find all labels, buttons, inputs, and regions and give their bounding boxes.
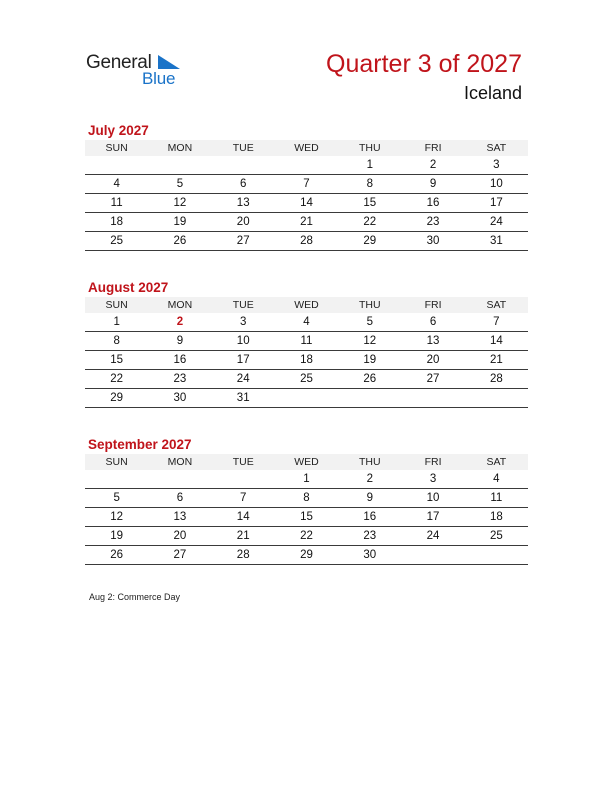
- weekday-header: SUN: [85, 297, 148, 313]
- day-cell: 18: [275, 351, 338, 370]
- day-cell: 3: [212, 313, 275, 332]
- day-cell: 6: [212, 175, 275, 194]
- day-cell: 13: [212, 194, 275, 213]
- week-row: [85, 527, 528, 546]
- week-row: [85, 156, 528, 175]
- day-cell: 5: [85, 489, 148, 508]
- day-cell: 28: [275, 232, 338, 251]
- week-row: [85, 194, 528, 213]
- week-row: [85, 313, 528, 332]
- empty-day-cell: [275, 389, 338, 408]
- week-row: [85, 351, 528, 370]
- empty-day-cell: [338, 389, 401, 408]
- weekday-header: WED: [275, 297, 338, 313]
- week-row: [85, 489, 528, 508]
- weekday-header-row: [85, 140, 528, 156]
- empty-day-cell: [148, 156, 211, 175]
- day-cell: 18: [85, 213, 148, 232]
- weekday-header: TUE: [212, 297, 275, 313]
- month-title: July 2027: [88, 123, 149, 138]
- day-cell: 12: [148, 194, 211, 213]
- day-cell: 31: [465, 232, 528, 251]
- empty-day-cell: [465, 389, 528, 408]
- weekday-header: MON: [148, 297, 211, 313]
- day-cell: 9: [148, 332, 211, 351]
- day-cell: 22: [85, 370, 148, 389]
- day-cell: 24: [212, 370, 275, 389]
- weekday-header: FRI: [401, 297, 464, 313]
- weekday-header-row: [85, 297, 528, 313]
- week-row: [85, 175, 528, 194]
- empty-day-cell: [212, 156, 275, 175]
- week-row: [85, 508, 528, 527]
- day-cell: 21: [212, 527, 275, 546]
- day-cell: 27: [148, 546, 211, 565]
- day-cell: 2: [401, 156, 464, 175]
- empty-day-cell: [401, 389, 464, 408]
- empty-day-cell: [85, 470, 148, 489]
- day-cell: 7: [465, 313, 528, 332]
- weekday-header: SAT: [465, 297, 528, 313]
- day-cell: 23: [148, 370, 211, 389]
- day-cell: 19: [148, 213, 211, 232]
- month-august: [85, 279, 528, 408]
- day-cell: 18: [465, 508, 528, 527]
- weekday-header: FRI: [401, 140, 464, 156]
- day-cell: 14: [275, 194, 338, 213]
- holiday-note: Aug 2: Commerce Day: [89, 592, 181, 602]
- calendar-table: [85, 454, 528, 565]
- day-cell: 13: [401, 332, 464, 351]
- day-cell: 16: [401, 194, 464, 213]
- weekday-header: SUN: [85, 140, 148, 156]
- generalblue-logo: [86, 52, 196, 92]
- day-cell: 17: [212, 351, 275, 370]
- day-cell: 19: [85, 527, 148, 546]
- day-cell: 13: [148, 508, 211, 527]
- weekday-header: FRI: [401, 454, 464, 470]
- day-cell: 20: [148, 527, 211, 546]
- weekday-header: MON: [148, 454, 211, 470]
- day-cell: 15: [275, 508, 338, 527]
- day-cell: 25: [465, 527, 528, 546]
- day-cell: 11: [275, 332, 338, 351]
- day-cell: 10: [465, 175, 528, 194]
- quarter-title: Quarter 3 of 2027: [326, 50, 522, 78]
- week-row: [85, 546, 528, 565]
- logo-text-blue: Blue: [142, 69, 176, 88]
- day-cell: 7: [275, 175, 338, 194]
- day-cell: 9: [338, 489, 401, 508]
- day-cell: 20: [212, 213, 275, 232]
- day-cell: 29: [275, 546, 338, 565]
- day-cell: 24: [465, 213, 528, 232]
- month-title: September 2027: [88, 437, 192, 452]
- weekday-header: MON: [148, 140, 211, 156]
- day-cell: 23: [401, 213, 464, 232]
- day-cell: 26: [338, 370, 401, 389]
- weekday-header: THU: [338, 454, 401, 470]
- day-cell: 8: [275, 489, 338, 508]
- empty-day-cell: [401, 546, 464, 565]
- day-cell: 25: [85, 232, 148, 251]
- empty-day-cell: [85, 156, 148, 175]
- day-cell: 1: [275, 470, 338, 489]
- day-cell: 5: [338, 313, 401, 332]
- week-row: [85, 213, 528, 232]
- weekday-header: SUN: [85, 454, 148, 470]
- empty-day-cell: [275, 156, 338, 175]
- week-row: [85, 470, 528, 489]
- day-cell: 28: [465, 370, 528, 389]
- day-cell: 23: [338, 527, 401, 546]
- day-cell: 19: [338, 351, 401, 370]
- week-row: [85, 332, 528, 351]
- day-cell: 17: [465, 194, 528, 213]
- day-cell: 4: [85, 175, 148, 194]
- week-row: [85, 232, 528, 251]
- day-cell: 1: [338, 156, 401, 175]
- day-cell: 8: [85, 332, 148, 351]
- day-cell: 3: [401, 470, 464, 489]
- calendar-table: [85, 140, 528, 251]
- day-cell: 30: [401, 232, 464, 251]
- weekday-header-row: [85, 454, 528, 470]
- logo-text-general: General: [86, 52, 152, 73]
- day-cell: 20: [401, 351, 464, 370]
- day-cell: 30: [148, 389, 211, 408]
- day-cell: 21: [275, 213, 338, 232]
- weekday-header: THU: [338, 140, 401, 156]
- weekday-header: TUE: [212, 140, 275, 156]
- country-name: Iceland: [463, 83, 522, 103]
- week-row: [85, 370, 528, 389]
- day-cell: 30: [338, 546, 401, 565]
- calendar-table: [85, 297, 528, 408]
- empty-day-cell: [465, 546, 528, 565]
- day-cell: 12: [85, 508, 148, 527]
- day-cell: 14: [212, 508, 275, 527]
- day-cell: 26: [148, 232, 211, 251]
- day-cell: 26: [85, 546, 148, 565]
- day-cell: 31: [212, 389, 275, 408]
- day-cell: 8: [338, 175, 401, 194]
- day-cell: 9: [401, 175, 464, 194]
- week-row: [85, 389, 528, 408]
- day-cell: 29: [338, 232, 401, 251]
- day-cell: 14: [465, 332, 528, 351]
- day-cell: 21: [465, 351, 528, 370]
- day-cell: 1: [85, 313, 148, 332]
- day-cell: 27: [401, 370, 464, 389]
- day-cell: 11: [465, 489, 528, 508]
- day-cell: 16: [338, 508, 401, 527]
- day-cell: 4: [275, 313, 338, 332]
- day-cell: 16: [148, 351, 211, 370]
- day-cell: 10: [212, 332, 275, 351]
- weekday-header: SAT: [465, 140, 528, 156]
- day-cell: 6: [148, 489, 211, 508]
- day-cell: 22: [338, 213, 401, 232]
- weekday-header: WED: [275, 454, 338, 470]
- day-cell: 3: [465, 156, 528, 175]
- empty-day-cell: [148, 470, 211, 489]
- month-september: [85, 436, 528, 565]
- day-cell: 5: [148, 175, 211, 194]
- day-cell: 12: [338, 332, 401, 351]
- day-cell: 24: [401, 527, 464, 546]
- month-title: August 2027: [88, 280, 169, 295]
- day-cell: 27: [212, 232, 275, 251]
- day-cell: 29: [85, 389, 148, 408]
- day-cell: 7: [212, 489, 275, 508]
- empty-day-cell: [212, 470, 275, 489]
- day-cell: 2: [338, 470, 401, 489]
- month-july: [85, 122, 528, 251]
- day-cell: 4: [465, 470, 528, 489]
- day-cell: 15: [85, 351, 148, 370]
- day-cell: 15: [338, 194, 401, 213]
- weekday-header: SAT: [465, 454, 528, 470]
- day-cell: 22: [275, 527, 338, 546]
- day-cell: 6: [401, 313, 464, 332]
- day-cell: 17: [401, 508, 464, 527]
- weekday-header: WED: [275, 140, 338, 156]
- weekday-header: TUE: [212, 454, 275, 470]
- holiday-day-cell: 2: [148, 313, 211, 332]
- weekday-header: THU: [338, 297, 401, 313]
- day-cell: 11: [85, 194, 148, 213]
- day-cell: 28: [212, 546, 275, 565]
- day-cell: 25: [275, 370, 338, 389]
- day-cell: 10: [401, 489, 464, 508]
